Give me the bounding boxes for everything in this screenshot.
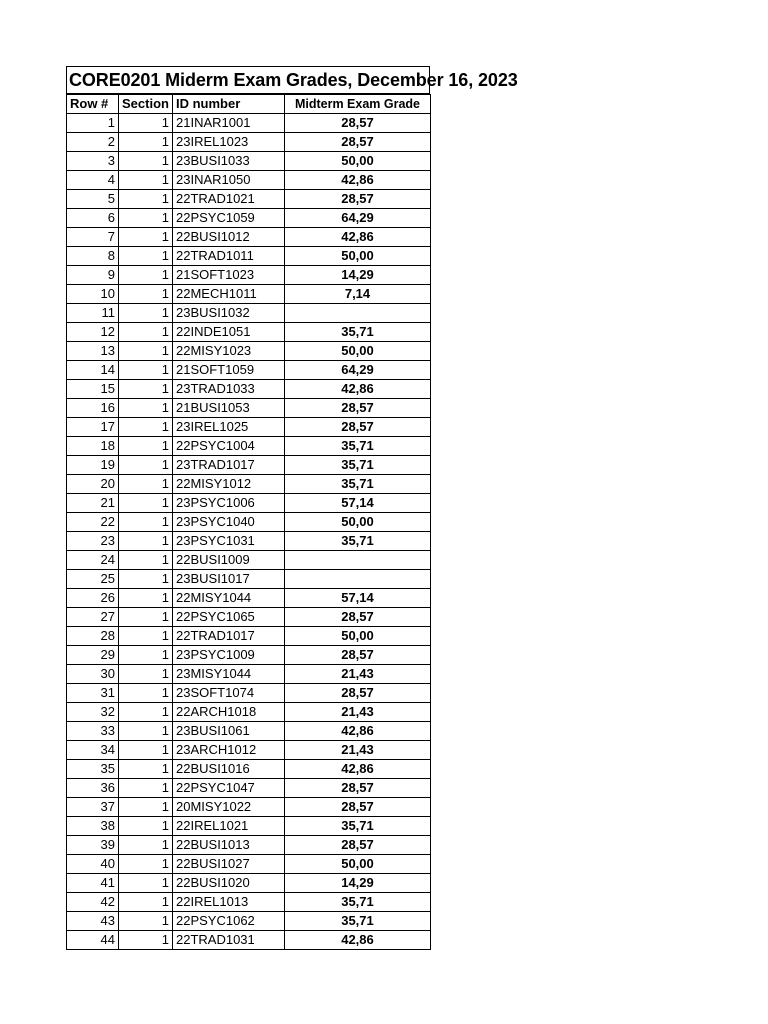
table-row (67, 779, 431, 798)
table-row (67, 209, 431, 228)
section-cell: 1 (119, 133, 173, 152)
section-cell: 1 (119, 475, 173, 494)
table-row (67, 931, 431, 950)
section-cell: 1 (119, 798, 173, 817)
section-cell: 1 (119, 513, 173, 532)
id-number-cell: 23PSYC1040 (173, 513, 285, 532)
grade-cell: 50,00 (285, 513, 431, 532)
table-row (67, 646, 431, 665)
row-number-cell: 20 (67, 475, 119, 494)
table-row (67, 342, 431, 361)
grade-cell: 28,57 (285, 684, 431, 703)
id-number-cell: 23INAR1050 (173, 171, 285, 190)
id-number-cell: 22ARCH1018 (173, 703, 285, 722)
section-cell: 1 (119, 570, 173, 589)
grade-cell: 42,86 (285, 931, 431, 950)
header-midterm-grade: Midterm Exam Grade (285, 95, 431, 114)
section-cell: 1 (119, 209, 173, 228)
section-cell: 1 (119, 323, 173, 342)
grade-cell: 50,00 (285, 152, 431, 171)
row-number-cell: 23 (67, 532, 119, 551)
row-number-cell: 17 (67, 418, 119, 437)
table-row (67, 836, 431, 855)
row-number-cell: 39 (67, 836, 119, 855)
row-number-cell: 28 (67, 627, 119, 646)
id-number-cell: 22MECH1011 (173, 285, 285, 304)
grade-cell (285, 304, 431, 323)
id-number-cell: 22IREL1021 (173, 817, 285, 836)
table-row (67, 798, 431, 817)
row-number-cell: 34 (67, 741, 119, 760)
section-cell: 1 (119, 418, 173, 437)
grade-cell: 28,57 (285, 836, 431, 855)
row-number-cell: 9 (67, 266, 119, 285)
grade-cell: 35,71 (285, 437, 431, 456)
table-row (67, 532, 431, 551)
table-row (67, 190, 431, 209)
row-number-cell: 43 (67, 912, 119, 931)
table-row (67, 608, 431, 627)
row-number-cell: 12 (67, 323, 119, 342)
table-row (67, 247, 431, 266)
row-number-cell: 14 (67, 361, 119, 380)
id-number-cell: 22BUSI1009 (173, 551, 285, 570)
grade-cell: 50,00 (285, 627, 431, 646)
grade-cell: 42,86 (285, 228, 431, 247)
table-row (67, 152, 431, 171)
section-cell: 1 (119, 627, 173, 646)
id-number-cell: 22PSYC1065 (173, 608, 285, 627)
id-number-cell: 22INDE1051 (173, 323, 285, 342)
id-number-cell: 23PSYC1006 (173, 494, 285, 513)
section-cell: 1 (119, 893, 173, 912)
grade-cell: 50,00 (285, 855, 431, 874)
section-cell: 1 (119, 494, 173, 513)
section-cell: 1 (119, 190, 173, 209)
row-number-cell: 7 (67, 228, 119, 247)
id-number-cell: 20MISY1022 (173, 798, 285, 817)
row-number-cell: 38 (67, 817, 119, 836)
row-number-cell: 24 (67, 551, 119, 570)
grade-cell: 28,57 (285, 399, 431, 418)
row-number-cell: 29 (67, 646, 119, 665)
row-number-cell: 27 (67, 608, 119, 627)
table-row (67, 418, 431, 437)
table-row (67, 912, 431, 931)
id-number-cell: 22BUSI1013 (173, 836, 285, 855)
section-cell: 1 (119, 380, 173, 399)
row-number-cell: 19 (67, 456, 119, 475)
row-number-cell: 22 (67, 513, 119, 532)
header-id-number: ID number (173, 95, 285, 114)
table-row (67, 114, 431, 133)
table-row (67, 760, 431, 779)
id-number-cell: 22PSYC1059 (173, 209, 285, 228)
table-row (67, 228, 431, 247)
row-number-cell: 18 (67, 437, 119, 456)
row-number-cell: 2 (67, 133, 119, 152)
section-cell: 1 (119, 589, 173, 608)
section-cell: 1 (119, 931, 173, 950)
grade-cell: 21,43 (285, 741, 431, 760)
row-number-cell: 40 (67, 855, 119, 874)
section-cell: 1 (119, 912, 173, 931)
id-number-cell: 22BUSI1027 (173, 855, 285, 874)
id-number-cell: 23BUSI1033 (173, 152, 285, 171)
header-row (67, 95, 431, 114)
grade-cell: 28,57 (285, 798, 431, 817)
grade-cell: 21,43 (285, 703, 431, 722)
grade-cell: 28,57 (285, 133, 431, 152)
row-number-cell: 42 (67, 893, 119, 912)
grades-sheet (66, 66, 518, 950)
section-cell: 1 (119, 361, 173, 380)
row-number-cell: 41 (67, 874, 119, 893)
grade-cell: 57,14 (285, 494, 431, 513)
grade-cell: 14,29 (285, 266, 431, 285)
section-cell: 1 (119, 285, 173, 304)
section-cell: 1 (119, 228, 173, 247)
table-row (67, 456, 431, 475)
section-cell: 1 (119, 437, 173, 456)
section-cell: 1 (119, 836, 173, 855)
id-number-cell: 23BUSI1017 (173, 570, 285, 589)
section-cell: 1 (119, 342, 173, 361)
grade-cell (285, 570, 431, 589)
id-number-cell: 22TRAD1021 (173, 190, 285, 209)
row-number-cell: 44 (67, 931, 119, 950)
row-number-cell: 37 (67, 798, 119, 817)
table-row (67, 627, 431, 646)
grade-cell: 21,43 (285, 665, 431, 684)
row-number-cell: 21 (67, 494, 119, 513)
row-number-cell: 33 (67, 722, 119, 741)
grade-cell: 64,29 (285, 361, 431, 380)
id-number-cell: 22TRAD1011 (173, 247, 285, 266)
id-number-cell: 21SOFT1059 (173, 361, 285, 380)
section-cell: 1 (119, 779, 173, 798)
id-number-cell: 22BUSI1012 (173, 228, 285, 247)
section-cell: 1 (119, 684, 173, 703)
table-row (67, 703, 431, 722)
table-row (67, 741, 431, 760)
grade-cell: 28,57 (285, 418, 431, 437)
id-number-cell: 22MISY1044 (173, 589, 285, 608)
grade-cell: 28,57 (285, 190, 431, 209)
section-cell: 1 (119, 551, 173, 570)
id-number-cell: 23PSYC1009 (173, 646, 285, 665)
id-number-cell: 23TRAD1017 (173, 456, 285, 475)
grade-cell: 28,57 (285, 779, 431, 798)
header-section: Section (119, 95, 173, 114)
table-row (67, 570, 431, 589)
section-cell: 1 (119, 722, 173, 741)
table-row (67, 817, 431, 836)
id-number-cell: 23ARCH1012 (173, 741, 285, 760)
table-row (67, 361, 431, 380)
section-cell: 1 (119, 608, 173, 627)
section-cell: 1 (119, 646, 173, 665)
row-number-cell: 36 (67, 779, 119, 798)
grade-cell: 50,00 (285, 247, 431, 266)
section-cell: 1 (119, 152, 173, 171)
table-row (67, 494, 431, 513)
section-cell: 1 (119, 741, 173, 760)
section-cell: 1 (119, 114, 173, 133)
grade-cell: 42,86 (285, 760, 431, 779)
row-number-cell: 25 (67, 570, 119, 589)
id-number-cell: 22PSYC1062 (173, 912, 285, 931)
grade-cell: 28,57 (285, 646, 431, 665)
id-number-cell: 21BUSI1053 (173, 399, 285, 418)
row-number-cell: 13 (67, 342, 119, 361)
id-number-cell: 22BUSI1020 (173, 874, 285, 893)
id-number-cell: 22MISY1023 (173, 342, 285, 361)
table-row (67, 171, 431, 190)
grade-cell: 35,71 (285, 532, 431, 551)
section-cell: 1 (119, 247, 173, 266)
row-number-cell: 30 (67, 665, 119, 684)
id-number-cell: 22IREL1013 (173, 893, 285, 912)
row-number-cell: 6 (67, 209, 119, 228)
grade-cell (285, 551, 431, 570)
table-row (67, 323, 431, 342)
id-number-cell: 23IREL1023 (173, 133, 285, 152)
row-number-cell: 1 (67, 114, 119, 133)
table-row (67, 266, 431, 285)
grade-cell: 64,29 (285, 209, 431, 228)
id-number-cell: 23MISY1044 (173, 665, 285, 684)
id-number-cell: 21SOFT1023 (173, 266, 285, 285)
section-cell: 1 (119, 171, 173, 190)
id-number-cell: 22PSYC1004 (173, 437, 285, 456)
grade-cell: 35,71 (285, 893, 431, 912)
row-number-cell: 10 (67, 285, 119, 304)
section-cell: 1 (119, 399, 173, 418)
row-number-cell: 15 (67, 380, 119, 399)
row-number-cell: 4 (67, 171, 119, 190)
grade-cell: 35,71 (285, 323, 431, 342)
section-cell: 1 (119, 304, 173, 323)
grade-cell: 28,57 (285, 608, 431, 627)
grade-cell: 35,71 (285, 817, 431, 836)
row-number-cell: 11 (67, 304, 119, 323)
row-number-cell: 8 (67, 247, 119, 266)
section-cell: 1 (119, 817, 173, 836)
id-number-cell: 21INAR1001 (173, 114, 285, 133)
sheet-title: CORE0201 Miderm Exam Grades, December 16, 2023 (69, 70, 518, 90)
grade-cell: 28,57 (285, 114, 431, 133)
grade-cell: 42,86 (285, 380, 431, 399)
section-cell: 1 (119, 855, 173, 874)
table-row (67, 380, 431, 399)
grades-body (67, 114, 431, 950)
table-row (67, 304, 431, 323)
grade-cell: 35,71 (285, 475, 431, 494)
grade-cell: 57,14 (285, 589, 431, 608)
row-number-cell: 32 (67, 703, 119, 722)
grade-cell: 14,29 (285, 874, 431, 893)
table-row (67, 475, 431, 494)
section-cell: 1 (119, 456, 173, 475)
grade-cell: 35,71 (285, 456, 431, 475)
table-row (67, 551, 431, 570)
id-number-cell: 23PSYC1031 (173, 532, 285, 551)
table-row (67, 285, 431, 304)
row-number-cell: 3 (67, 152, 119, 171)
header-row-number: Row # (67, 95, 119, 114)
table-row (67, 437, 431, 456)
id-number-cell: 22TRAD1017 (173, 627, 285, 646)
table-row (67, 133, 431, 152)
id-number-cell: 22PSYC1047 (173, 779, 285, 798)
table-row (67, 684, 431, 703)
id-number-cell: 23TRAD1033 (173, 380, 285, 399)
row-number-cell: 16 (67, 399, 119, 418)
table-row (67, 665, 431, 684)
id-number-cell: 22BUSI1016 (173, 760, 285, 779)
table-row (67, 399, 431, 418)
title-cell (66, 66, 518, 94)
section-cell: 1 (119, 760, 173, 779)
grade-cell: 35,71 (285, 912, 431, 931)
id-number-cell: 22TRAD1031 (173, 931, 285, 950)
table-row (67, 893, 431, 912)
id-number-cell: 23BUSI1061 (173, 722, 285, 741)
table-row (67, 589, 431, 608)
grades-table (66, 94, 431, 950)
row-number-cell: 26 (67, 589, 119, 608)
grade-cell: 42,86 (285, 171, 431, 190)
table-row (67, 874, 431, 893)
section-cell: 1 (119, 532, 173, 551)
grade-cell: 7,14 (285, 285, 431, 304)
table-row (67, 855, 431, 874)
grade-cell: 42,86 (285, 722, 431, 741)
section-cell: 1 (119, 703, 173, 722)
section-cell: 1 (119, 266, 173, 285)
id-number-cell: 23BUSI1032 (173, 304, 285, 323)
id-number-cell: 23IREL1025 (173, 418, 285, 437)
table-row (67, 722, 431, 741)
section-cell: 1 (119, 874, 173, 893)
id-number-cell: 22MISY1012 (173, 475, 285, 494)
row-number-cell: 5 (67, 190, 119, 209)
section-cell: 1 (119, 665, 173, 684)
grade-cell: 50,00 (285, 342, 431, 361)
row-number-cell: 31 (67, 684, 119, 703)
table-row (67, 513, 431, 532)
row-number-cell: 35 (67, 760, 119, 779)
id-number-cell: 23SOFT1074 (173, 684, 285, 703)
